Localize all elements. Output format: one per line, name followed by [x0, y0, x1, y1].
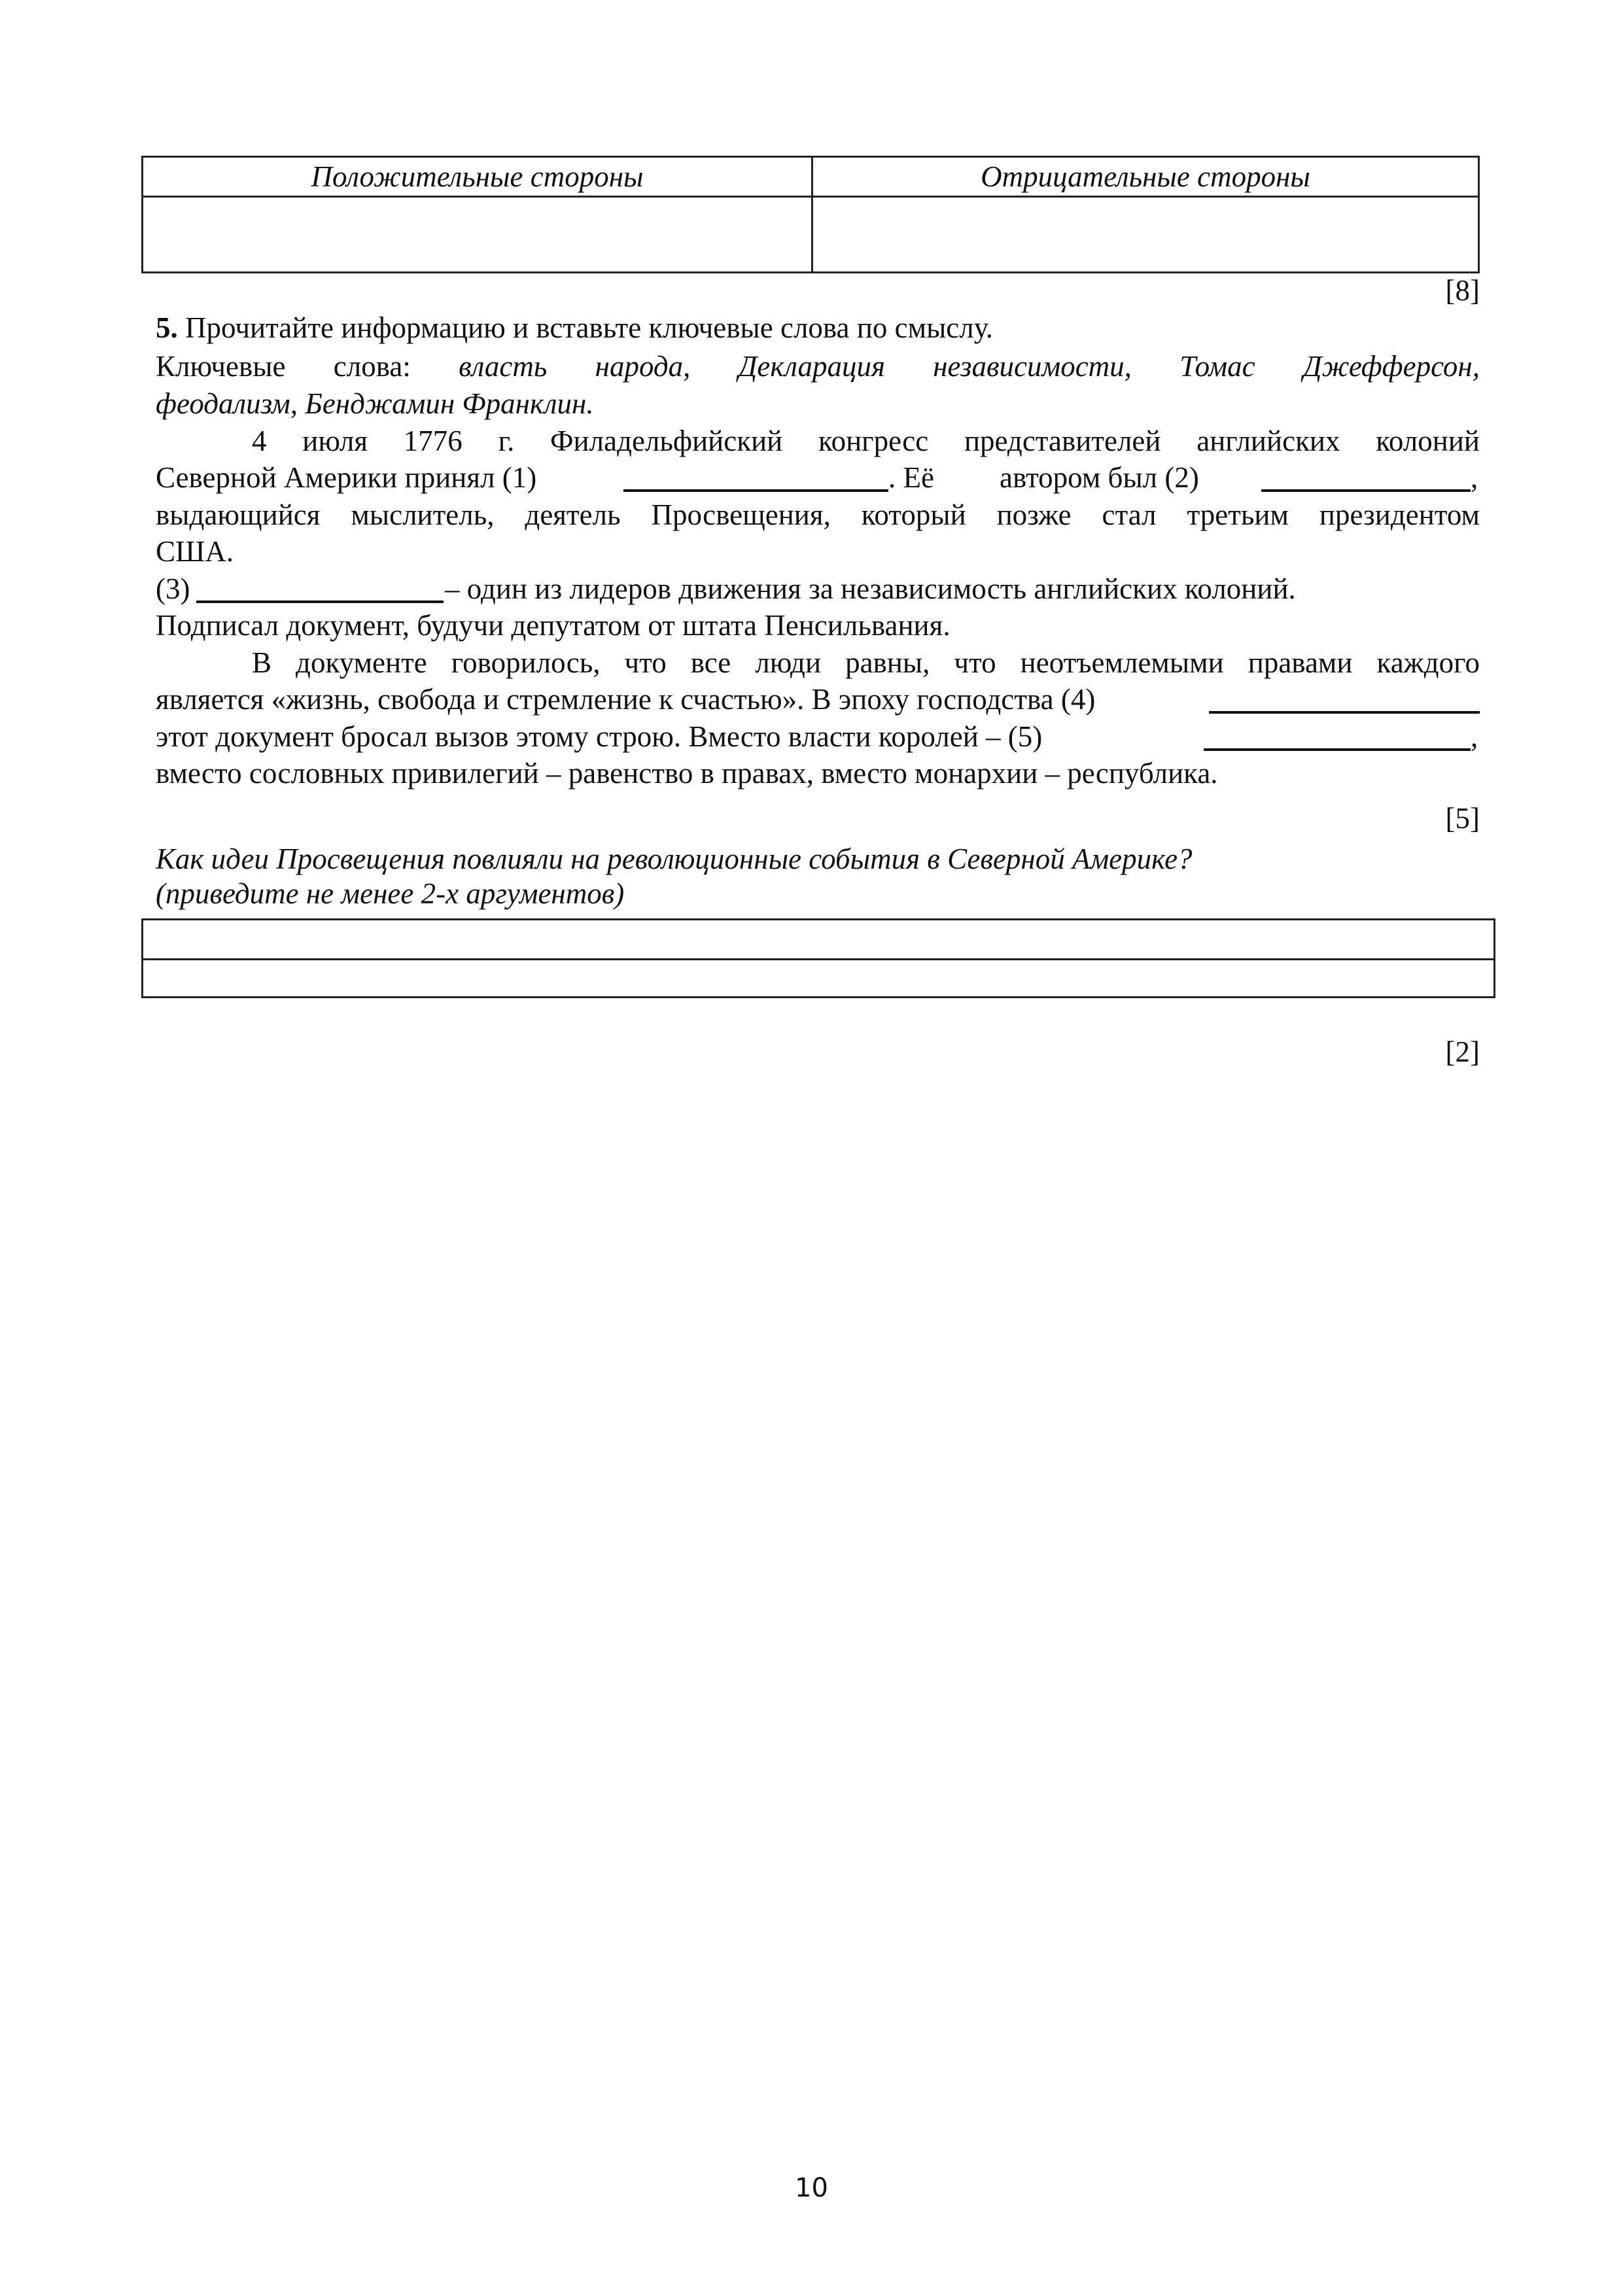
task5-instruction [156, 309, 1480, 346]
answer-row-1[interactable] [143, 920, 1493, 958]
paragraph1-line4: США. [156, 535, 234, 568]
paragraph1-line3: выдающийся мыслитель, деятель Просвещения, который позже стал третьим президентом [156, 498, 1480, 531]
p1-text-a: Северной Америки принял (1) [156, 461, 537, 494]
cons-header: Отрицательные стороны [981, 160, 1310, 193]
blank-2[interactable] [1261, 463, 1471, 492]
answer-row-2[interactable] [143, 960, 1493, 996]
keywords-list-1: власть народа, Декларация независимости, Томас Джефферсон, [459, 350, 1480, 383]
score-2: [2] [1445, 1035, 1480, 1068]
p3-text-c: этот документ бросал вызов этому строю. Вместо власти королей – (5) [156, 720, 1043, 753]
p3-text-a: является «жизнь, свобода и стремление к счастью». В эпоху господства (4) [156, 683, 1096, 716]
paragraph1-line1: 4 июля 1776 г. Филадельфийский конгресс представителей английских колоний [252, 425, 1480, 457]
blank-1[interactable] [623, 463, 888, 492]
task-number: 5. [156, 311, 178, 344]
paragraph2-line1 [156, 570, 1480, 607]
keywords-label: Ключевые слова: [156, 350, 411, 383]
keywords-line-1 [156, 348, 1480, 385]
p2-text-b: – один из лидеров движения за независимость английских колоний. [445, 572, 1296, 605]
pros-answer-cell[interactable] [143, 198, 811, 271]
question-line-1: Как идеи Просвещения повлияли на революционные события в Северной Америке? [156, 843, 1193, 875]
paragraph1-line2 [156, 459, 1480, 496]
answer-table [141, 918, 1495, 998]
paragraph3-line3 [156, 718, 1480, 755]
pros-header: Положительные стороны [311, 160, 644, 193]
paragraph2-line2: Подписал документ, будучи депутатом от штата Пенсильвания. [156, 609, 951, 642]
keywords-line-2: феодализм, Бенджамин Франклин. [156, 387, 594, 420]
cons-answer-cell[interactable] [813, 198, 1478, 271]
paragraph3-line4: вместо сословных привилегий – равенство в правах, вместо монархии – республика. [156, 757, 1218, 790]
task-instruction-text: Прочитайте информацию и вставьте ключевые слова по смыслу. [177, 311, 993, 344]
blank-4[interactable] [1209, 685, 1480, 714]
paragraph3-line1: В документе говорилось, что все люди равны, что неотъемлемыми правами каждого [252, 646, 1480, 679]
p1-text-d: , [1471, 461, 1478, 494]
p3-text-d: , [1471, 720, 1478, 753]
score-8: [8] [1445, 274, 1480, 307]
score-5: [5] [1445, 802, 1480, 835]
p1-text-b: . Её [888, 461, 934, 494]
paragraph3-line2 [156, 681, 1480, 718]
p1-text-c: автором был (2) [1000, 461, 1199, 494]
question-line-2: (приведите не менее 2-х аргументов) [156, 877, 625, 910]
blank-5[interactable] [1204, 722, 1471, 751]
blank-3[interactable] [196, 574, 444, 603]
page-number: 10 [795, 2173, 828, 2203]
pros-cons-table [141, 156, 1480, 273]
p2-text-a: (3) [156, 572, 190, 605]
